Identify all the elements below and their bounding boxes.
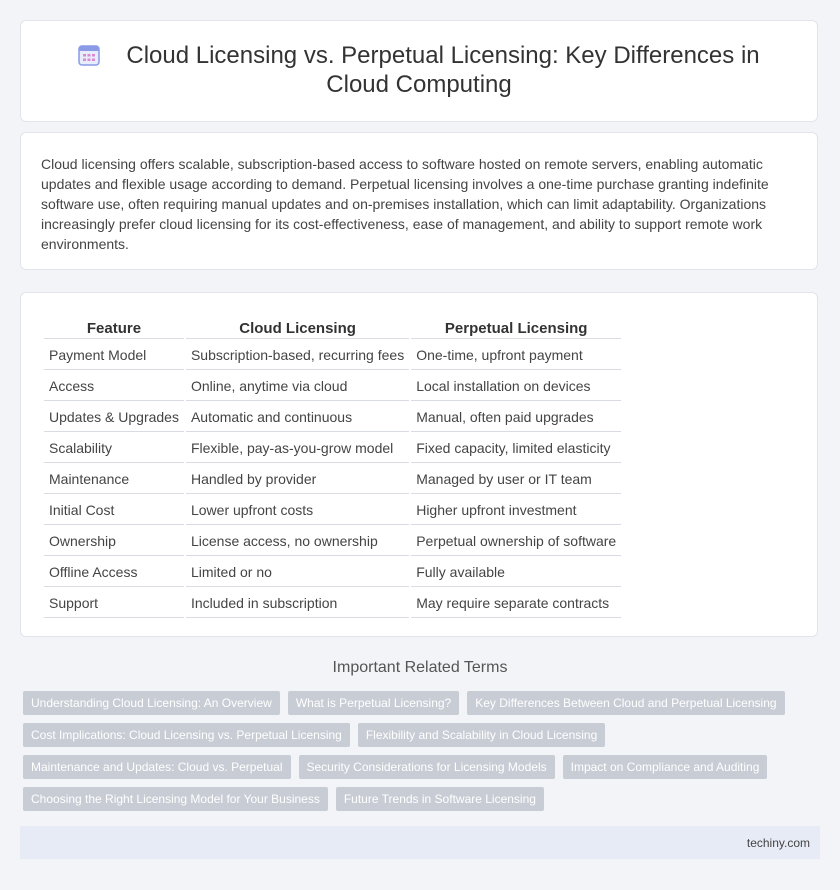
- perpetual-cell: Local installation on devices: [411, 372, 621, 401]
- intro-card: [20, 132, 818, 270]
- table-row: [44, 589, 621, 618]
- feature-cell: Support: [44, 589, 184, 618]
- related-term-link[interactable]: Future Trends in Software Licensing: [336, 787, 544, 811]
- perpetual-cell: May require separate contracts: [411, 589, 621, 618]
- page-title: Cloud Licensing vs. Perpetual Licensing: Key Differences in Cloud Computing: [126, 42, 760, 98]
- perpetual-cell: Perpetual ownership of software: [411, 527, 621, 556]
- feature-cell: Payment Model: [44, 341, 184, 370]
- table-row: [44, 372, 621, 401]
- table-row: [44, 496, 621, 525]
- intro-paragraph: Cloud licensing offers scalable, subscription-based access to software hosted on remote servers, enabling automatic updates and flexible usage according to demand. Perpetual licensing involves a one-time purchase granting indefinite software use, often requiring manual updates and on-premises installation, which can limit adaptability. Organizations increasingly prefer cloud licensing for its cost-effectiveness, ease of management, and ability to support remote work environments.: [41, 156, 769, 252]
- related-terms-heading: Important Related Terms: [332, 659, 508, 676]
- feature-cell: Initial Cost: [44, 496, 184, 525]
- page-title-wrap: [51, 41, 787, 99]
- table-row: [44, 403, 621, 432]
- feature-cell: Maintenance: [44, 465, 184, 494]
- title-card: [20, 20, 818, 122]
- column-header-feature: Feature: [44, 316, 184, 339]
- column-header-perpetual: Perpetual Licensing: [411, 316, 621, 339]
- related-terms-list: [23, 691, 803, 811]
- comparison-card: [20, 292, 818, 637]
- comparison-table: [42, 314, 623, 620]
- table-row: [44, 558, 621, 587]
- related-term-link[interactable]: Security Considerations for Licensing Models: [299, 755, 555, 779]
- cloud-cell: Lower upfront costs: [186, 496, 409, 525]
- related-term-link[interactable]: What is Perpetual Licensing?: [288, 691, 459, 715]
- cloud-cell: Subscription-based, recurring fees: [186, 341, 409, 370]
- feature-cell: Access: [44, 372, 184, 401]
- table-row: [44, 434, 621, 463]
- perpetual-cell: Manual, often paid upgrades: [411, 403, 621, 432]
- related-term-link[interactable]: Impact on Compliance and Auditing: [563, 755, 768, 779]
- perpetual-cell: Fully available: [411, 558, 621, 587]
- table-row: [44, 465, 621, 494]
- column-header-cloud: Cloud Licensing: [186, 316, 409, 339]
- cloud-cell: Automatic and continuous: [186, 403, 409, 432]
- related-term-link[interactable]: Understanding Cloud Licensing: An Overview: [23, 691, 280, 715]
- table-row: [44, 527, 621, 556]
- perpetual-cell: Fixed capacity, limited elasticity: [411, 434, 621, 463]
- cloud-cell: Limited or no: [186, 558, 409, 587]
- footer-site-link[interactable]: techiny.com: [746, 836, 810, 850]
- perpetual-cell: Higher upfront investment: [411, 496, 621, 525]
- related-term-link[interactable]: Cost Implications: Cloud Licensing vs. Perpetual Licensing: [23, 723, 350, 747]
- perpetual-cell: One-time, upfront payment: [411, 341, 621, 370]
- cloud-cell: Flexible, pay-as-you-grow model: [186, 434, 409, 463]
- related-term-link[interactable]: Maintenance and Updates: Cloud vs. Perpetual: [23, 755, 291, 779]
- table-row: [44, 341, 621, 370]
- related-term-link[interactable]: Key Differences Between Cloud and Perpetual Licensing: [467, 691, 784, 715]
- feature-cell: Ownership: [44, 527, 184, 556]
- related-term-link[interactable]: Choosing the Right Licensing Model for Your Business: [23, 787, 328, 811]
- calendar-icon: [78, 44, 100, 66]
- table-header-row: [44, 316, 621, 339]
- footer: [20, 826, 820, 859]
- cloud-cell: License access, no ownership: [186, 527, 409, 556]
- feature-cell: Updates & Upgrades: [44, 403, 184, 432]
- feature-cell: Scalability: [44, 434, 184, 463]
- cloud-cell: Online, anytime via cloud: [186, 372, 409, 401]
- feature-cell: Offline Access: [44, 558, 184, 587]
- perpetual-cell: Managed by user or IT team: [411, 465, 621, 494]
- cloud-cell: Handled by provider: [186, 465, 409, 494]
- cloud-cell: Included in subscription: [186, 589, 409, 618]
- related-term-link[interactable]: Flexibility and Scalability in Cloud Licensing: [358, 723, 605, 747]
